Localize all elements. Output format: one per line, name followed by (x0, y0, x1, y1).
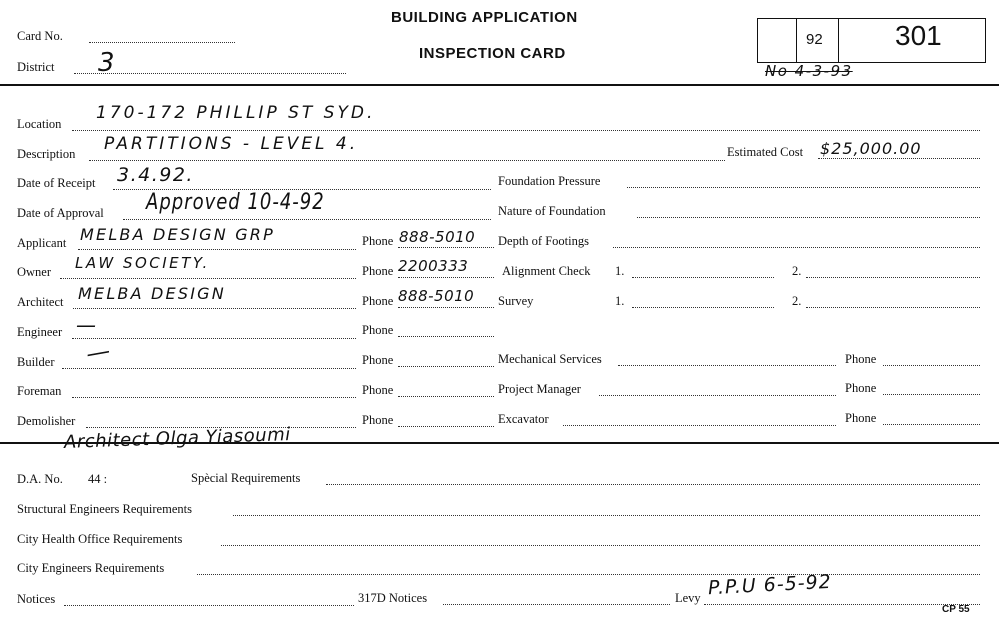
notices-317d-label: 317D Notices (358, 591, 428, 605)
da-no-label: D.A. No. (17, 472, 63, 486)
builder-line (62, 368, 356, 369)
form-title-line2: INSPECTION CARD (419, 45, 566, 62)
project-manager-phone-line (883, 394, 980, 395)
alignment-check-line2 (806, 277, 980, 278)
demolisher-label: Demolisher (17, 414, 76, 428)
architect-label: Architect (17, 295, 64, 309)
foundation-pressure-label: Foundation Pressure (498, 174, 601, 188)
city-health-line (221, 545, 980, 546)
struck-out-note: No 4-3-93 (765, 62, 853, 80)
owner-phone-value: 2200333 (398, 257, 469, 275)
engineer-phone-label: Phone (362, 323, 394, 337)
builder-phone-label: Phone (362, 353, 394, 367)
builder-label: Builder (17, 355, 55, 369)
engineer-line (72, 338, 356, 339)
nature-of-foundation-line (637, 217, 980, 218)
special-requirements-label: Spècial Requirements (191, 471, 301, 485)
depth-of-footings-line (613, 247, 980, 248)
date-of-receipt-value: 3.4.92. (117, 164, 194, 186)
architect-phone-label: Phone (362, 294, 394, 308)
date-of-approval-value: Approved 10-4-92 (146, 188, 325, 215)
box-divider-2 (838, 18, 839, 63)
applicant-label: Applicant (17, 236, 67, 250)
owner-phone-label: Phone (362, 264, 394, 278)
box-number: 301 (895, 20, 942, 51)
builder-value: — (83, 335, 114, 369)
alignment-check-line1 (632, 277, 774, 278)
location-line (72, 130, 980, 131)
city-engineers-label: City Engineers Requirements (17, 561, 165, 575)
survey-item2: 2. (792, 294, 802, 308)
foreman-phone-line (398, 396, 494, 397)
levy-value: P.P.U 6-5-92 (707, 570, 833, 600)
applicant-line (78, 249, 356, 250)
notices-label: Notices (17, 592, 56, 606)
foreman-line (72, 397, 356, 398)
box-divider-1 (796, 18, 797, 63)
applicant-phone-line (398, 247, 494, 248)
city-health-label: City Health Office Requirements (17, 532, 183, 546)
special-requirements-line (326, 484, 980, 485)
foreman-phone-label: Phone (362, 383, 394, 397)
card-no-label: Card No. (17, 29, 63, 43)
mechanical-services-phone-line (883, 365, 980, 366)
architect-line (73, 308, 356, 309)
survey-line1 (632, 307, 774, 308)
section-divider (0, 442, 999, 444)
excavator-phone-line (883, 424, 980, 425)
applicant-phone-value: 888-5010 (399, 228, 476, 246)
estimated-cost-value: $25,000.00 (820, 139, 922, 158)
depth-of-footings-label: Depth of Footings (498, 234, 589, 248)
excavator-line (563, 425, 836, 426)
engineer-label: Engineer (17, 325, 63, 339)
estimated-cost-label: Estimated Cost (727, 145, 804, 159)
notices-line (64, 605, 354, 606)
project-manager-label: Project Manager (498, 382, 581, 396)
survey-line2 (806, 307, 980, 308)
notices-317d-line (443, 604, 670, 605)
owner-line (60, 278, 356, 279)
engineer-phone-line (398, 336, 494, 337)
description-value: PARTITIONS - LEVEL 4. (104, 134, 359, 154)
builder-phone-line (398, 366, 494, 367)
structural-engineers-line (233, 515, 980, 516)
architect-phone-line (398, 307, 494, 308)
card-no-line (89, 42, 235, 43)
architect-phone-value: 888-5010 (398, 287, 475, 305)
project-manager-phone-label: Phone (845, 381, 877, 395)
district-value: 3 (98, 48, 117, 78)
excavator-phone-label: Phone (845, 411, 877, 425)
date-of-approval-label: Date of Approval (17, 206, 104, 220)
card-number-box (757, 18, 986, 63)
header-divider (0, 84, 999, 86)
owner-phone-line (398, 277, 494, 278)
levy-label: Levy (675, 591, 701, 605)
description-line (89, 160, 725, 161)
survey-item1: 1. (615, 294, 625, 308)
demolisher-phone-label: Phone (362, 413, 394, 427)
form-title-line1: BUILDING APPLICATION (391, 9, 578, 26)
foreman-label: Foreman (17, 384, 62, 398)
box-year: 92 (806, 31, 823, 48)
description-label: Description (17, 147, 76, 161)
architect-value: MELBA DESIGN (78, 284, 226, 303)
structural-engineers-label: Structural Engineers Requirements (17, 502, 192, 516)
nature-of-foundation-label: Nature of Foundation (498, 204, 606, 218)
mechanical-services-phone-label: Phone (845, 352, 877, 366)
architect-note: Architect Olga Yiasoumi (63, 424, 292, 453)
applicant-phone-label: Phone (362, 234, 394, 248)
survey-label: Survey (498, 294, 534, 308)
estimated-cost-line (818, 158, 980, 159)
mechanical-services-line (618, 365, 836, 366)
district-label: District (17, 60, 55, 74)
owner-label: Owner (17, 265, 52, 279)
alignment-check-label: Alignment Check (502, 264, 591, 278)
alignment-check-item2: 2. (792, 264, 802, 278)
demolisher-phone-line (398, 426, 494, 427)
alignment-check-item1: 1. (615, 264, 625, 278)
levy-line (704, 604, 980, 605)
location-value: 170-172 PHILLIP ST SYD. (96, 103, 376, 123)
foundation-pressure-line (627, 187, 980, 188)
da-no-value: 44 : (88, 472, 108, 486)
city-engineers-line (197, 574, 980, 575)
mechanical-services-label: Mechanical Services (498, 352, 602, 366)
form-code: CP 55 (942, 604, 970, 615)
engineer-value: — (76, 313, 98, 337)
project-manager-line (599, 395, 836, 396)
date-of-receipt-label: Date of Receipt (17, 176, 96, 190)
excavator-label: Excavator (498, 412, 549, 426)
location-label: Location (17, 117, 62, 131)
owner-value: LAW SOCIETY. (75, 254, 210, 272)
date-of-approval-line (123, 219, 491, 220)
applicant-value: MELBA DESIGN GRP (80, 225, 275, 244)
